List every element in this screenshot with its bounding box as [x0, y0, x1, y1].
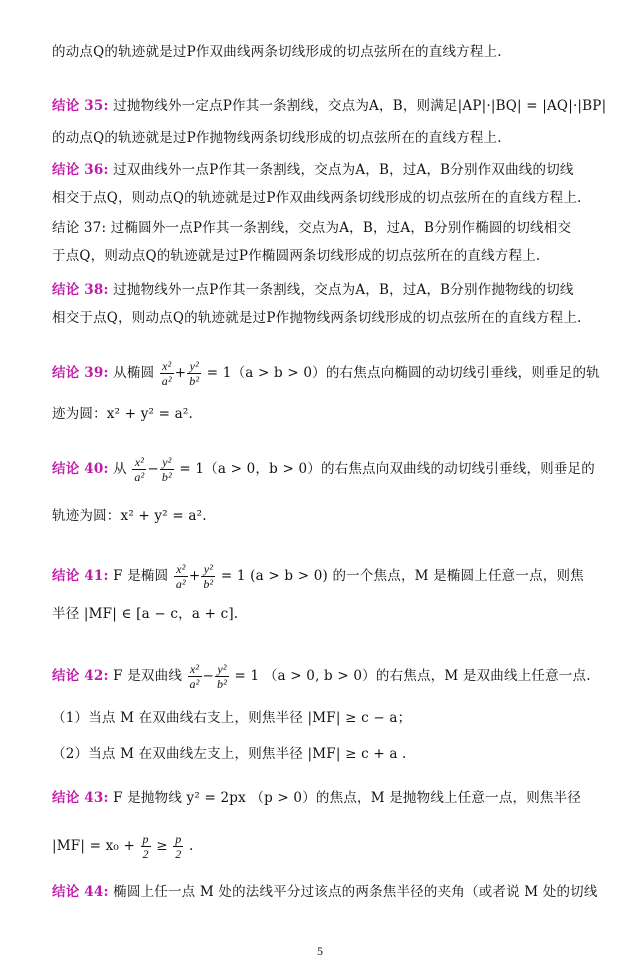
conclusion-40: 结论 40: 从 $\frac{\text{x²}}{\text{a²}}$ − $\frac{\text{y²}}{\text{b²}}$ = 1（a > 0，b > 0）的右焦点向双曲线的动切线引垂线，则垂足的 [52, 455, 595, 484]
conclusion-35 [52, 96, 607, 116]
text-line: 的动点Q的轨迹就是过P作抛物线两条切线形成的切点弦所在的直线方程上. [52, 130, 502, 146]
conclusion-42: 结论 42: F 是双曲线 $\frac{\text{x²}}{\text{a²}}$ − $\frac{\text{y²}}{\text{b²}}$ = 1 （a > 0, b > 0）的右焦点，M 是双曲线上任意一点. [52, 662, 591, 691]
text-line: 相交于点Q，则动点Q的轨迹就是过P作抛物线两条切线形成的切点弦所在的直线方程上. [52, 310, 582, 326]
conclusion-text: = 1（a > b > 0）的右焦点向椭圆的动切线引垂线，则垂足的轨 [206, 365, 600, 381]
conclusion-label: 结论 38: [52, 282, 109, 298]
conclusion-43 [52, 788, 592, 808]
conclusion-label: 结论 43: [52, 790, 109, 806]
fraction: $\frac{\text{y²}}{\text{b²}}$ [203, 562, 214, 591]
conclusion-text: （a > 0, b > 0）的右焦点，M 是双曲线上任意一点. [263, 668, 591, 684]
conclusion-36 [52, 160, 592, 180]
conclusion-label: 结论 39: [52, 365, 109, 381]
conclusion-text: F 是双曲线 [113, 668, 183, 684]
conclusion-label: 结论 36: [52, 162, 109, 178]
conclusion-text: = 1（a > 0，b > 0）的右焦点向双曲线的动切线引垂线，则垂足的 [179, 461, 595, 477]
text-line: 相交于点Q，则动点Q的轨迹就是过P作双曲线两条切线形成的切点弦所在的直线方程上. [52, 190, 582, 206]
conclusion-text: (a > b > 0) 的一个焦点，M 是椭圆上任意一点，则焦 [250, 568, 584, 584]
text-line: （1）当点 M 在双曲线右支上，则焦半径 |MF| ≥ c − a； [52, 710, 412, 726]
conclusion-label: 结论 35: [52, 98, 109, 114]
fraction: $\frac{\text{x²}}{\text{a²}}$ [161, 359, 172, 388]
equation: . [188, 838, 194, 854]
conclusion-41: 结论 41: F 是椭圆 $\frac{\text{x²}}{\text{a²}}$ + $\frac{\text{y²}}{\text{b²}}$ = 1 (a > b > 0) 的一个焦点，M 是椭圆上任意一点，则焦 [52, 562, 584, 591]
text-line: 轨迹为圆：x² + y² = a². [52, 508, 207, 524]
conclusion-39: 结论 39: 从椭圆 $\frac{\text{x²}}{\text{a²}}$ + $\frac{\text{y²}}{\text{b²}}$ = 1（a > b > 0）的右焦点向椭圆的动切线引垂线，则垂足的轨 [52, 359, 600, 388]
conclusion-text: 椭圆上任一点 M 处的法线平分过该点的两条焦半径的夹角（或者说 M 处的切线 [113, 884, 598, 900]
text-line: 于点Q，则动点Q的轨迹就是过P作椭圆两条切线形成的切点弦所在的直线方程上. [52, 248, 541, 264]
conclusion-38 [52, 280, 592, 300]
fraction: $\frac{\text{x²}}{\text{a²}}$ [189, 662, 200, 691]
conclusion-label: 结论 44: [52, 884, 109, 900]
conclusion-label: 结论 37: [52, 220, 107, 236]
equation: = 1 [234, 668, 260, 684]
conclusion-37 [52, 218, 592, 238]
conclusion-text: 从椭圆 [113, 365, 155, 381]
equation: |MF| = x₀ + [52, 838, 136, 854]
conclusion-text: 过抛物线外一定点P作其一条割线，交点为A，B，则满足|AP|·|BQ| = |AQ|·|BP| [113, 98, 607, 114]
conclusion-label: 结论 42: [52, 668, 109, 684]
text-line: （2）当点 M 在双曲线左支上，则焦半径 |MF| ≥ c + a . [52, 746, 407, 762]
fraction: $\frac{\text{x²}}{\text{a²}}$ [134, 455, 145, 484]
conclusion-label: 结论 41: [52, 568, 109, 584]
conclusion-text: 过椭圆外一点P作其一条割线，交点为A，B，过A，B分别作椭圆的切线相交 [110, 220, 572, 236]
text-line: 的动点Q的轨迹就是过P作双曲线两条切线形成的切点弦所在的直线方程上. [52, 44, 502, 60]
conclusion-text: 过双曲线外一点P作其一条割线，交点为A，B，过A，B分别作双曲线的切线 [113, 162, 574, 178]
conclusion-text: 从 [113, 461, 127, 477]
conclusion-text: F 是抛物线 y² = 2px （p > 0）的焦点，M 是抛物线上任意一点，则焦半径 [113, 790, 582, 806]
equation: = 1 [220, 568, 246, 584]
fraction: $\frac{p}{2}$ [175, 832, 182, 861]
conclusion-text: F 是椭圆 [113, 568, 169, 584]
fraction: $\frac{p}{2}$ [142, 832, 149, 861]
fraction: $\frac{\text{y²}}{\text{b²}}$ [161, 455, 172, 484]
conclusion-label: 结论 40: [52, 461, 109, 477]
text-line [52, 826, 592, 866]
fraction: $\frac{\text{y²}}{\text{b²}}$ [189, 359, 200, 388]
conclusion-text: 过抛物线外一点P作其一条割线，交点为A，B，过A，B分别作抛物线的切线 [113, 282, 574, 298]
text-line: 迹为圆：x² + y² = a². [52, 406, 194, 422]
conclusion-44 [52, 882, 598, 902]
equation: ≥ [156, 838, 168, 854]
fraction: $\frac{\text{y²}}{\text{b²}}$ [217, 662, 228, 691]
page-number: 5 [317, 944, 323, 958]
fraction: $\frac{\text{x²}}{\text{a²}}$ [175, 562, 186, 591]
text-line: 半径 |MF| ∈ [a − c，a + c]. [52, 606, 239, 622]
